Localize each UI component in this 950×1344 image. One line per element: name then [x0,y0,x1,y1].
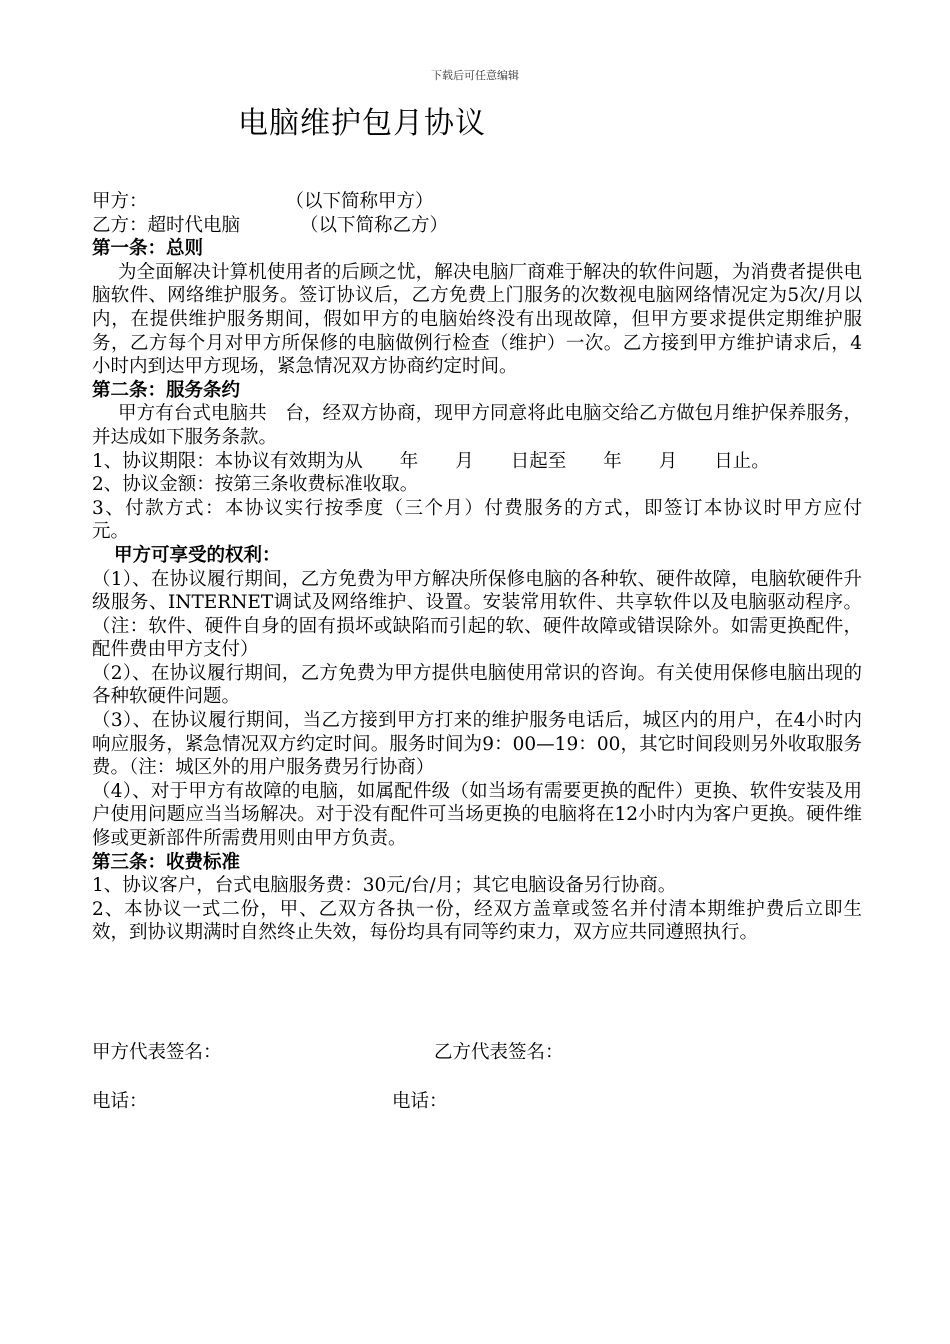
party-b-alias: （以下简称乙方） [300,214,449,236]
article1-heading: 第一条：总则 [92,238,204,260]
party-b-line [92,214,862,238]
party-a-alias: （以下简称甲方） [285,191,434,212]
article2-amount: 2、协议金额：按第三条收费标准收取。 [92,474,419,496]
article2-payment: 3、付款方式：本协议实行按季度（三个月）付费服务的方式，即签订本协议时甲方应付 元。 [92,497,887,543]
article1-text: 为全面解决计算机使用者的后顾之忧，解决电脑厂商难于解决的软件问题，为消费者提供电脑软件、网络维护服务。签订协议后，乙方免费上门服务的次数视电脑网络情况定为5次/月以内，在提供维护服务期间，假如甲方的电脑始终没有出现故障，但甲方要求提供定期维护服务，乙方每个月对甲方所保修的电脑做例行检查（维护）一次。乙方接到甲方维护请求后，4小时内到达甲方现场，紧急情况双方协商约定时间。 [92,261,862,378]
rights-heading: 甲方可享受的权利： [114,544,281,566]
right-item: （1）、在协议履行期间，乙方免费为甲方解决所保修电脑的各种软、硬件故障，电脑软硬件升级服务、INTERNET调试及网络维护、设置。安装常用软件、共享软件以及电脑驱动程序。（注：软件、硬件自身的固有损坏或缺陷而引起的软、硬件故障或错误除外。如需更换配件，配件费由甲方支付） [92,568,862,661]
party-a-line [92,190,862,214]
party-a-label: 甲方： [92,191,148,212]
party-b-label: 乙方： [92,214,148,236]
party-b-signature-label: 乙方代表签名： [434,1042,564,1063]
party-b-name: 超时代电脑 [147,214,241,236]
party-a-phone-label: 电话： [92,1091,148,1112]
party-b-phone-label: 电话： [392,1091,448,1112]
fee-item: 2、本协议一式二份，甲、乙双方各执一份，经双方盖章或签名并付清本期维护费后立即生效，到协议期满时自然终止失效，每份均具有同等约束力，双方应共同遵照执行。 [92,898,862,944]
article2-heading: 第二条：服务条约 [92,379,241,401]
party-a-signature-label: 甲方代表签名： [92,1042,222,1063]
fee-item: 1、协议客户，台式电脑服务费：30元/台/月；其它电脑设备另行协商。 [92,875,677,897]
phone-row [92,1087,448,1113]
header-note: 下载后可任意编辑 [431,69,519,82]
article2-term: 1、协议期限：本协议有效期为从 年 月 日起至 年 月 日止。 [92,450,770,472]
article3-heading: 第三条：收费标准 [92,851,241,873]
right-item: （4）、对于甲方有故障的电脑，如属配件级（如当场有需要更换的配件）更换、软件安装及用户使用问题应当当场解决。对于没有配件可当场更换的电脑将在12小时内为客户更换。硬件维修或更新部件所需费用则由甲方负责。 [92,780,862,850]
document-body [92,190,887,945]
article2-intro: 甲方有台式电脑共 台，经双方协商，现甲方同意将此电脑交给乙方做包月维护保养服务，并达成如下服务条款。 [92,403,862,448]
right-item: （3）、在协议履行期间，当乙方接到甲方打来的维护服务电话后，城区内的用户，在4小时内响应服务，紧急情况双方约定时间。服务时间为9：00—19：00，其它时间段则另外收取服务费。（注：城区外的用户服务费另行协商） [92,710,862,779]
signature-row [92,1038,564,1064]
right-item: （2）、在协议履行期间，乙方免费为甲方提供电脑使用常识的咨询。有关使用保修电脑出现的各种软硬件问题。 [92,662,862,708]
document-title: 电脑维护包月协议 [238,106,486,141]
